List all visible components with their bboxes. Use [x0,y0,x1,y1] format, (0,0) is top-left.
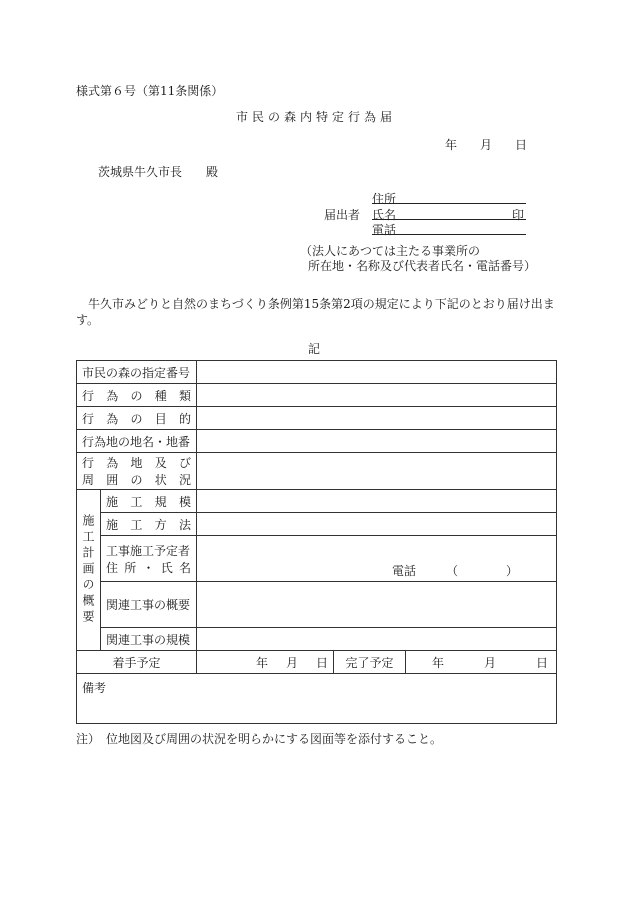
site-location-label: 行為地の地名・地番 [77,430,197,453]
row-act-purpose [77,407,557,430]
site-surroundings-field[interactable] [197,453,557,490]
related-overview-label: 関連工事の概要 [101,582,197,628]
body-text-line-1: 牛久市みどりと自然のまちづくり条例第15条第2項の規定により下記のとおり届け出ま [88,297,555,311]
application-table [76,360,557,724]
applicant-note-2: 所在地・名称及び代表者氏名・電話番号） [308,259,537,273]
end-label: 完了予定 [334,651,406,674]
footnote: 注） 位地図及び周囲の状況を明らかにする図面等を添付すること。 [76,732,443,746]
row-schedule [77,651,557,674]
phone-label: 電話 [372,223,397,237]
phone-underline [372,234,526,235]
act-type-label: 行 為 の 種 類 [77,384,197,407]
name-label: 氏名 [372,208,397,222]
remarks-field[interactable] [77,674,557,724]
row-act-type [77,384,557,407]
related-overview-field[interactable] [197,582,557,628]
seal-mark: 印 [512,208,525,222]
start-date-field[interactable] [197,651,334,674]
method-field[interactable] [197,513,557,536]
ki-heading: 記 [308,342,321,356]
form-number: 様式第６号（第11条関係） [76,84,224,98]
end-year: 年 [431,655,444,670]
scale-label: 施 工 規 模 [101,490,197,513]
start-month: 月 [285,655,298,670]
contractor-phone-label: 電話 （ ） [392,564,519,578]
row-construction-method [77,513,557,536]
applicant-label: 届出者 [324,208,361,222]
address-label: 住所 [372,192,397,206]
applicant-note-1: （法人にあつては主たる事業所の [300,244,481,258]
page-title: 市民の森内特定行為届 [236,110,397,124]
site-surroundings-label: 行 為 地 及 び 周 囲 の 状 況 [77,453,197,490]
related-scale-field[interactable] [197,628,557,651]
row-contractor [77,536,557,582]
addressee: 茨城県牛久市長 殿 [98,165,219,179]
row-site-location [77,430,557,453]
date-day: 日 [515,138,528,152]
start-year: 年 [255,655,268,670]
start-day: 日 [316,655,329,670]
related-scale-label: 関連工事の規模 [101,628,197,651]
method-label: 施 工 方 法 [101,513,197,536]
row-related-scale [77,628,557,651]
act-purpose-field[interactable] [197,407,557,430]
site-location-field[interactable] [197,430,557,453]
end-day: 日 [536,655,549,670]
address-underline [372,203,526,204]
scale-field[interactable] [197,490,557,513]
body-text-line-2: す。 [76,313,100,327]
row-designation-number [77,361,557,384]
end-month: 月 [483,655,496,670]
remarks-label: 備考 [82,681,107,695]
row-construction-scale [77,490,557,513]
start-label: 着手予定 [77,651,197,674]
row-site-surroundings [77,453,557,490]
construction-plan-label: 施工計画の概要 [77,490,101,651]
name-underline [372,219,526,220]
row-related-overview [77,582,557,628]
contractor-field[interactable] [197,536,557,582]
date-year: 年 [445,138,458,152]
contractor-label: 工事施工予定者 住 所 ・ 氏 名 [101,536,197,582]
act-purpose-label: 行 為 の 目 的 [77,407,197,430]
designation-number-label: 市民の森の指定番号 [77,361,197,384]
date-month: 月 [480,138,493,152]
row-remarks [77,674,557,724]
act-type-field[interactable] [197,384,557,407]
end-date-field[interactable] [406,651,557,674]
designation-number-field[interactable] [197,361,557,384]
